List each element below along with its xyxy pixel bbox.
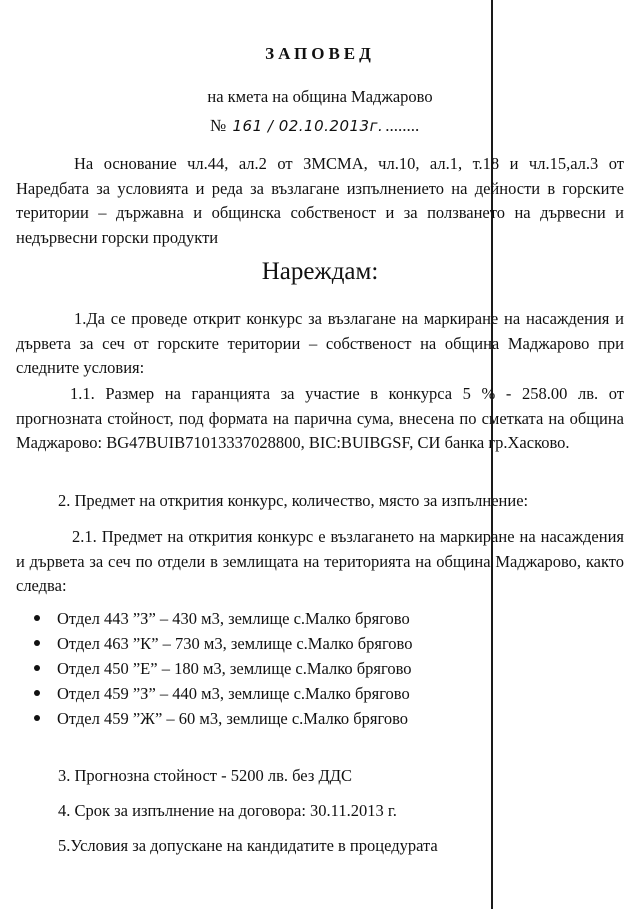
item-2-1-text: 2.1. Предмет на открития конкурс е възлагането на маркиране на насаждения и дървета за сеч по отдели в землищата на територията на община Маджарово, както следва:	[16, 527, 624, 595]
item-3-line: 3. Прогнозна стойност - 5200 лв. без ДДС	[58, 766, 352, 785]
bullet-icon	[34, 615, 40, 621]
number-dots: ........	[385, 116, 420, 135]
sections-list	[34, 606, 412, 731]
list-item: Отдел 459 ”Ж” – 60 м3, землище с.Малко брягово	[34, 706, 412, 731]
item-1-1-text: 1.1. Размер на гаранцията за участие в конкурса 5 % - 258.00 лв. от прогнозната стойност, под формата на парична сума, внесена по сметката на община Маджарово: BG47BUIB71013337028800, BIC:BUIBGSF, СИ банка гр.Хасково.	[16, 384, 624, 452]
preamble-text: На основание чл.44, ал.2 от ЗМСМА, чл.10, ал.1, т.18 и чл.15,ал.3 от Наредбата за условията и реда за възлагане изпълнението на дейности в горските територии – държавна и общинска собственост и за ползването на дървесни и недървесни горски продукти	[16, 154, 624, 247]
bullet-icon	[34, 640, 40, 646]
list-item: Отдел 443 ”З” – 430 м3, землище с.Малко брягово	[34, 606, 412, 631]
item-4-line: 4. Срок за изпълнение на договора: 30.11.2013 г.	[58, 801, 397, 820]
handwritten-number-date: 161 / 02.10.2013г.	[232, 117, 384, 135]
item-1-paragraph	[16, 307, 624, 381]
list-item: Отдел 459 ”З” – 440 м3, землище с.Малко брягово	[34, 681, 412, 706]
item-2-1-paragraph	[16, 525, 624, 599]
item-5-line: 5.Условия за допускане на кандидатите в процедурата	[58, 836, 438, 855]
bullet-icon	[34, 715, 40, 721]
document-title: ЗАПОВЕД	[265, 44, 375, 63]
order-heading: Нареждам:	[261, 258, 379, 285]
preamble-paragraph	[16, 152, 624, 250]
bullet-icon	[34, 690, 40, 696]
bullet-icon	[34, 665, 40, 671]
item-1-1-paragraph	[16, 382, 624, 456]
number-sign: №	[210, 116, 227, 135]
list-item: Отдел 450 ”Е” – 180 м3, землище с.Малко брягово	[34, 656, 412, 681]
document-subtitle: на кмета на община Маджарово	[207, 87, 433, 106]
list-item: Отдел 463 ”К” – 730 м3, землище с.Малко брягово	[34, 631, 412, 656]
item-1-text: 1.Да се проведе открит конкурс за възлагане на маркиране на насаждения и дървета за сеч от горските територии – собственост на община Маджарово при следните условия:	[16, 309, 624, 377]
item-2-line: 2. Предмет на открития конкурс, количество, място за изпълнение:	[58, 491, 529, 510]
order-number	[210, 116, 419, 136]
